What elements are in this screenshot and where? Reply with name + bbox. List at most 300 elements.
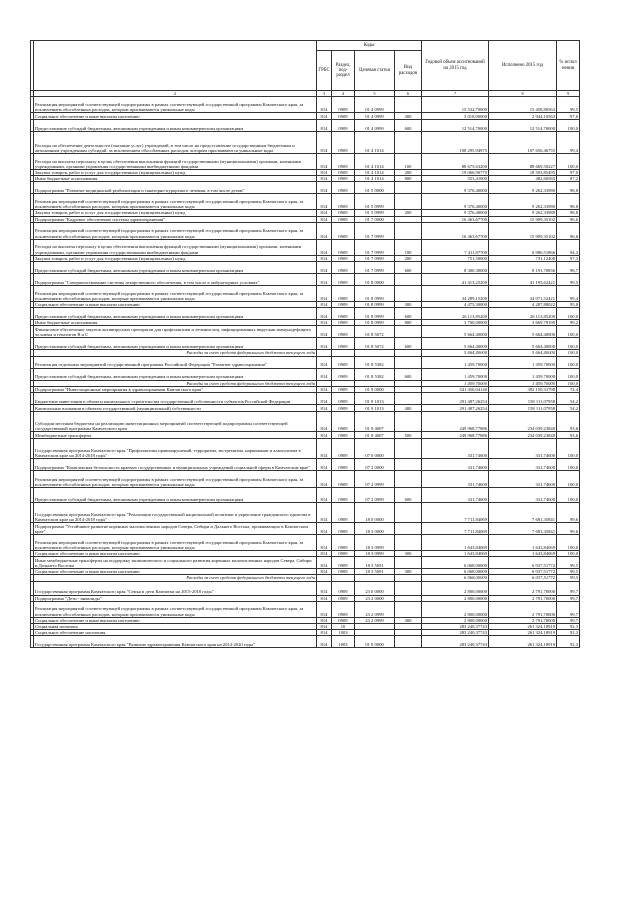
row-annual-cell: 9 376,40000 xyxy=(422,210,489,216)
row-expense-type-cell xyxy=(395,194,422,210)
header-executed: Исполнено 2015 год xyxy=(489,41,557,91)
row-grbs-cell: 814 xyxy=(317,182,332,194)
row-name-cell: Реализация мероприятий соответствующей подпрограммы в рамках соответствующей государственной программы Камчатского края, за исключением обособленных расходов, которым присваиваются уникальные коды xyxy=(34,601,317,617)
row-grbs-cell: 814 xyxy=(317,386,332,392)
row-name-cell: Финансовое обеспечение закупок антивирусных препаратов для профилактики и лечения лиц, инфицированных вирусами иммунодефицита человека и гепатитов В и С xyxy=(34,326,317,338)
row-section-cell: 0909 xyxy=(332,393,355,405)
header-percent: % испол нения xyxy=(557,41,580,91)
row-expense-type-cell xyxy=(395,356,422,368)
row-target-cell: 01 0 0000 xyxy=(355,636,395,648)
row-executed-cell: 9 262,33980 xyxy=(489,210,557,216)
row-section-cell: 0909 xyxy=(332,308,355,320)
column-number: 4 xyxy=(332,91,355,97)
table-row xyxy=(31,338,580,350)
row-executed-cell: 4 287,88022 xyxy=(489,302,557,308)
row-target-cell: 07 2 0999 xyxy=(355,471,395,488)
row-executed-cell: 7 681,35841 xyxy=(489,503,557,523)
row-name-cell: Межбюджетные трансферты xyxy=(34,432,317,439)
row-name-cell: Закупка товаров, работ и услуг для государственных (муниципальных) нужд xyxy=(34,170,317,176)
row-expense-type-cell xyxy=(395,286,422,302)
table-row xyxy=(31,274,580,286)
row-annual-cell: 291 487,26254 xyxy=(422,393,489,405)
row-target-cell: 18 3 5091 xyxy=(355,557,395,569)
row-percent-cell: 97,0 xyxy=(557,170,580,176)
row-executed-cell: 8 191,70836 xyxy=(489,262,557,274)
row-target-cell: 18 3 0000 xyxy=(355,523,395,535)
row-percent-cell: 100,0 xyxy=(557,535,580,551)
row-annual-cell: 553,41000 xyxy=(422,176,489,182)
row-percent-cell: 99,5 xyxy=(557,569,580,575)
row-percent-cell: 93,6 xyxy=(557,412,580,432)
row-target-cell: 01 8 0000 xyxy=(355,274,395,286)
row-executed-cell: 7 681,35841 xyxy=(489,523,557,535)
row-section-cell: 0909 xyxy=(332,557,355,569)
row-target-cell: 01 4 0999 xyxy=(355,113,395,120)
row-grbs-cell: 814 xyxy=(317,132,332,154)
row-executed-cell: 1 643,84069 xyxy=(489,551,557,557)
row-name-cell: Бюджетные инвестиции в объекты капитального строительства государственной собственности субъектов Российской Федерации xyxy=(34,393,317,405)
row-name-cell: Иные бюджетные ассигнования xyxy=(34,176,317,182)
row-grbs-cell: 814 xyxy=(317,320,332,326)
row-percent-cell: 99,7 xyxy=(557,581,580,595)
row-percent-cell: 98,7 xyxy=(557,262,580,274)
row-annual-cell: 26 113,85200 xyxy=(422,308,489,320)
row-percent-cell: 99,5 xyxy=(557,557,580,569)
row-section-cell: 0909 xyxy=(332,412,355,432)
row-expense-type-cell: 300 xyxy=(395,302,422,308)
row-section-cell: 0909 xyxy=(332,216,355,222)
row-percent-cell: 98,8 xyxy=(557,194,580,210)
row-executed-cell: 234 039,23840 xyxy=(489,412,557,432)
table-row xyxy=(31,412,580,432)
row-expense-type-cell: 100 xyxy=(395,154,422,170)
row-percent-cell: 100,0 xyxy=(557,308,580,320)
row-annual-cell: 249 968,77886 xyxy=(422,432,489,439)
row-annual-cell: 1 459,70000 xyxy=(422,356,489,368)
row-section-cell: 0909 xyxy=(332,617,355,623)
row-percent-cell: 96,6 xyxy=(557,216,580,222)
row-annual-cell: 283 240,37743 xyxy=(422,636,489,648)
row-percent-cell: 97,6 xyxy=(557,113,580,120)
row-grbs-cell: 814 xyxy=(317,222,332,239)
row-percent-cell: 100,0 xyxy=(557,154,580,170)
row-name-cell: Расходы на выплаты персоналу в целях обеспечения выполнения функций государственными (муниципальными) органами, казенными учреждениями, органами управления государственными внебюджетными фондами xyxy=(34,154,317,170)
row-grbs-cell: 814 xyxy=(317,120,332,132)
row-target-cell: 01 7 0999 xyxy=(355,255,395,261)
row-percent-cell: 100,0 xyxy=(557,471,580,488)
header-codes: Коды xyxy=(317,41,422,51)
column-number: 3 xyxy=(317,91,332,97)
row-grbs-cell: 814 xyxy=(317,557,332,569)
row-expense-type-cell xyxy=(395,557,422,569)
row-name-cell: Государственная программа Камчатского края "Развитие здравоохранения Камчатского края на 2014-2020 годы" xyxy=(34,636,317,648)
table-row xyxy=(31,154,580,170)
row-expense-type-cell: 300 xyxy=(395,551,422,557)
table-row xyxy=(31,405,580,412)
row-executed-cell: 18 503,85495 xyxy=(489,170,557,176)
row-section-cell: 0909 xyxy=(332,97,355,113)
row-percent-cell: 100,0 xyxy=(557,120,580,132)
row-target-cell: 18 3 0999 xyxy=(355,535,395,551)
row-grbs-cell: 814 xyxy=(317,368,332,380)
row-target-cell: 01 9 0000 xyxy=(355,386,395,392)
table-row xyxy=(31,393,580,405)
table-row xyxy=(31,368,580,380)
row-section-cell: 0909 xyxy=(332,154,355,170)
row-section-cell: 0909 xyxy=(332,432,355,439)
row-annual-cell: 1 643,84069 xyxy=(422,535,489,551)
row-executed-cell: 6 037,51772 xyxy=(489,575,557,581)
row-percent-cell: 99,4 xyxy=(557,286,580,302)
row-target-cell: 18 3 5091 xyxy=(355,569,395,575)
table-row xyxy=(31,581,580,595)
row-expense-type-cell: 600 xyxy=(395,262,422,274)
row-grbs-cell: 814 xyxy=(317,210,332,216)
row-expense-type-cell xyxy=(395,523,422,535)
row-name-cell: Капитальные вложения в объекты государственной (муниципальной) собственности xyxy=(34,405,317,412)
row-percent-cell: 95,8 xyxy=(557,302,580,308)
row-grbs-cell: 814 xyxy=(317,338,332,350)
table-row xyxy=(31,557,580,569)
row-expense-type-cell: 200 xyxy=(395,210,422,216)
row-executed-cell: 15 909,35102 xyxy=(489,216,557,222)
row-section-cell: 1003 xyxy=(332,636,355,648)
row-target-cell: 23 0 0000 xyxy=(355,581,395,595)
row-executed-cell: 1 459,70000 xyxy=(489,368,557,380)
row-executed-cell: 261 324,18919 xyxy=(489,636,557,648)
row-name-cell: Социальное обеспечение и иные выплаты населению xyxy=(34,302,317,308)
row-percent-cell: 99,4 xyxy=(557,132,580,154)
row-section-cell: 0909 xyxy=(332,176,355,182)
row-section-cell: 0909 xyxy=(332,239,355,255)
row-grbs-cell: 814 xyxy=(317,471,332,488)
row-grbs-cell: 814 xyxy=(317,97,332,113)
row-expense-type-cell xyxy=(395,459,422,471)
budget-table-page xyxy=(30,40,579,648)
table-row xyxy=(31,262,580,274)
row-annual-cell: 331,74600 xyxy=(422,471,489,488)
row-annual-cell: 1 643,84069 xyxy=(422,551,489,557)
row-percent-cell: 99,7 xyxy=(557,595,580,601)
header-target: Целевая статья xyxy=(355,51,395,91)
row-grbs-cell: 814 xyxy=(317,216,332,222)
row-name-cell: Реализация мероприятий соответствующей подпрограммы в рамках соответствующей государственной программы Камчатского края, за исключением обособленных расходов, которым присваиваются уникальные коды xyxy=(34,194,317,210)
row-executed-cell: 5 664,40000 xyxy=(489,350,557,356)
row-name-cell: Подпрограмма "Дети - инвалиды" xyxy=(34,595,317,601)
row-grbs-cell: 814 xyxy=(317,432,332,439)
row-section-cell: 0909 xyxy=(332,569,355,575)
row-annual-cell: 88 675,63200 xyxy=(422,154,489,170)
row-expense-type-cell xyxy=(395,439,422,459)
row-annual-cell: 2 800,00000 xyxy=(422,595,489,601)
table-row xyxy=(31,459,580,471)
row-target-cell: 23 2 0999 xyxy=(355,601,395,617)
row-target-cell: 01 9 1013 xyxy=(355,405,395,412)
row-grbs-cell: 814 xyxy=(317,636,332,648)
row-annual-cell: 2 800,00000 xyxy=(422,581,489,595)
row-executed-cell: 5 664,40000 xyxy=(489,326,557,338)
row-percent-cell: 92,3 xyxy=(557,630,580,636)
row-expense-type-cell xyxy=(395,274,422,286)
row-section-cell: 1003 xyxy=(332,630,355,636)
row-section-cell: 0909 xyxy=(332,368,355,380)
row-target-cell: 18 0 0000 xyxy=(355,503,395,523)
row-grbs-cell: 814 xyxy=(317,630,332,636)
row-expense-type-cell: 300 xyxy=(395,113,422,120)
row-section-cell: 0909 xyxy=(332,302,355,308)
row-grbs-cell: 814 xyxy=(317,262,332,274)
row-expense-type-cell: 600 xyxy=(395,368,422,380)
row-expense-type-cell: 800 xyxy=(395,176,422,182)
table-row xyxy=(31,132,580,154)
row-annual-cell: 12 514,70000 xyxy=(422,120,489,132)
row-section-cell: 0909 xyxy=(332,523,355,535)
row-grbs-cell: 814 xyxy=(317,326,332,338)
table-row xyxy=(31,439,580,459)
row-percent-cell: 100,0 xyxy=(557,459,580,471)
table-row xyxy=(31,535,580,551)
row-percent-cell: 98,8 xyxy=(557,210,580,216)
row-expense-type-cell xyxy=(395,182,422,194)
row-executed-cell: 392 150,31798 xyxy=(489,386,557,392)
row-expense-type-cell: 100 xyxy=(395,239,422,255)
row-annual-cell: 6 068,00000 xyxy=(422,569,489,575)
column-number: 9 xyxy=(557,91,580,97)
header-grbs: ГРБС xyxy=(317,51,332,91)
row-expense-type-cell xyxy=(395,471,422,488)
table-row xyxy=(31,222,580,239)
row-target-cell: 01 9 4007 xyxy=(355,432,395,439)
row-name-cell: Реализация мероприятий соответствующей подпрограммы в рамках соответствующей государственной программы Камчатского края, за исключением обособленных расходов, которым присваиваются уникальные коды xyxy=(34,535,317,551)
row-grbs-cell: 814 xyxy=(317,154,332,170)
row-annual-cell: 2 800,00000 xyxy=(422,601,489,617)
row-annual-cell: 16 463,67700 xyxy=(422,216,489,222)
row-target-cell: 01 8 5072 xyxy=(355,338,395,350)
row-percent-cell: 99,5 xyxy=(557,97,580,113)
row-executed-cell: 15 458,80563 xyxy=(489,97,557,113)
row-executed-cell: 331,74600 xyxy=(489,471,557,488)
row-executed-cell: 2 791,70000 xyxy=(489,581,557,595)
row-percent-cell: 72,4 xyxy=(557,386,580,392)
row-name-cell: Подпрограмма "Кадровое обеспечение системы здравоохранения" xyxy=(34,216,317,222)
row-grbs-cell: 814 xyxy=(317,239,332,255)
row-executed-cell: 88 669,50227 xyxy=(489,154,557,170)
row-expense-type-cell: 600 xyxy=(395,338,422,350)
row-section-cell: 0909 xyxy=(332,326,355,338)
row-expense-type-cell: 800 xyxy=(395,320,422,326)
row-percent-cell: 97,3 xyxy=(557,255,580,261)
row-percent-cell: 99,7 xyxy=(557,617,580,623)
row-target-cell: 01 4 1014 xyxy=(355,176,395,182)
row-section-cell: 0909 xyxy=(332,286,355,302)
row-section-cell: 0909 xyxy=(332,471,355,488)
row-annual-cell: 34 289,15200 xyxy=(422,286,489,302)
row-annual-cell: 249 968,77886 xyxy=(422,412,489,432)
row-annual-cell: 6 068,00000 xyxy=(422,575,489,581)
row-annual-cell: 751,50000 xyxy=(422,255,489,261)
row-expense-type-cell: 200 xyxy=(395,255,422,261)
row-target-cell: 01 4 1014 xyxy=(355,154,395,170)
row-expense-type-cell: 400 xyxy=(395,405,422,412)
row-section-cell: 0909 xyxy=(332,551,355,557)
row-annual-cell: 6 068,00000 xyxy=(422,557,489,569)
row-target-cell: 07 2 0000 xyxy=(355,459,395,471)
row-executed-cell: 15 909,35102 xyxy=(489,222,557,239)
row-name-cell: Иные межбюджетные трансферты на поддержку экономического и социального развития коренных малочисленных народов Севера, Сибири и Дальнего Востока xyxy=(34,557,317,569)
row-name-cell: Предоставление субсидий бюджетным, автономным учреждениям и иным некоммерческим организациям xyxy=(34,488,317,503)
row-name-cell: Предоставление субсидий бюджетным, автономным учреждениям и иным некоммерческим организациям xyxy=(34,120,317,132)
row-name-cell: Иные бюджетные ассигнования xyxy=(34,320,317,326)
row-section-cell: 10 xyxy=(332,624,355,630)
row-annual-cell: 15 532,70000 xyxy=(422,97,489,113)
row-percent-cell: 100,0 xyxy=(557,551,580,557)
row-grbs-cell: 814 xyxy=(317,194,332,210)
row-percent-cell: 100,0 xyxy=(557,380,580,386)
row-executed-cell: 6 037,51772 xyxy=(489,569,557,575)
row-target-cell: 01 7 0000 xyxy=(355,216,395,222)
row-target-cell: 01 8 5382 xyxy=(355,368,395,380)
row-annual-cell: 5 664,40000 xyxy=(422,350,489,356)
row-expense-type-cell xyxy=(395,503,422,523)
row-executed-cell: 3 669,79199 xyxy=(489,320,557,326)
row-expense-type-cell xyxy=(395,601,422,617)
row-percent-cell: 100,0 xyxy=(557,368,580,380)
row-executed-cell: 482,60583 xyxy=(489,176,557,182)
row-name-cell: Предоставление субсидий бюджетным, автономным учреждениям и иным некоммерческим организациям xyxy=(34,368,317,380)
row-percent-cell: 94,3 xyxy=(557,239,580,255)
row-expense-type-cell: 600 xyxy=(395,120,422,132)
row-target-cell: 01 7 0999 xyxy=(355,262,395,274)
row-target-cell: 07 0 0000 xyxy=(355,439,395,459)
table-row xyxy=(31,471,580,488)
row-executed-cell: 1 459,70000 xyxy=(489,380,557,386)
row-percent-cell: 100,0 xyxy=(557,356,580,368)
column-number: 7 xyxy=(422,91,489,97)
row-target-cell: 01 4 0999 xyxy=(355,97,395,113)
row-section-cell: 0909 xyxy=(332,405,355,412)
table-row xyxy=(31,308,580,320)
row-target-cell: 01 5 0999 xyxy=(355,210,395,216)
row-percent-cell: 99,2 xyxy=(557,320,580,326)
table-row xyxy=(31,488,580,503)
row-grbs-cell: 814 xyxy=(317,459,332,471)
row-percent-cell: 99,6 xyxy=(557,523,580,535)
row-annual-cell: 7 711,84069 xyxy=(422,503,489,523)
row-grbs-cell: 814 xyxy=(317,393,332,405)
row-executed-cell: 1 643,84069 xyxy=(489,535,557,551)
table-row xyxy=(31,113,580,120)
row-grbs-cell: 814 xyxy=(317,356,332,368)
row-percent-cell: 92,3 xyxy=(557,636,580,648)
row-grbs-cell: 814 xyxy=(317,255,332,261)
row-name-cell: Закупка товаров, работ и услуг для государственных (муниципальных) нужд xyxy=(34,255,317,261)
row-annual-cell: 2 800,00000 xyxy=(422,617,489,623)
row-section-cell: 0909 xyxy=(332,320,355,326)
row-percent-cell: 99,7 xyxy=(557,601,580,617)
row-percent-cell: 100,0 xyxy=(557,350,580,356)
row-executed-cell: 331,74600 xyxy=(489,459,557,471)
row-name-cell: Предоставление субсидий бюджетным, автономным учреждениям и иным некоммерческим организациям xyxy=(34,262,317,274)
header-expense-type: Вид расходов xyxy=(395,51,422,91)
row-section-cell: 0909 xyxy=(332,182,355,194)
row-expense-type-cell xyxy=(395,222,422,239)
row-executed-cell: 5 664,40000 xyxy=(489,338,557,350)
row-grbs-cell: 814 xyxy=(317,308,332,320)
column-number: 5 xyxy=(355,91,395,97)
row-target-cell: 23 2 0000 xyxy=(355,595,395,601)
row-section-cell: 0909 xyxy=(332,459,355,471)
row-grbs-cell: 814 xyxy=(317,595,332,601)
header-annual: Годовой объем ассигнований на 2015 год xyxy=(422,41,489,91)
row-name-cell: Подпрограмма "Совершенствование системы лекарственного обеспечения, в том числе в амбулаторных условиях" xyxy=(34,274,317,286)
row-grbs-cell: 814 xyxy=(317,439,332,459)
row-executed-cell: 41 195,62421 xyxy=(489,274,557,286)
row-expense-type-cell xyxy=(395,326,422,338)
row-percent-cell: 99,5 xyxy=(557,575,580,581)
row-name-cell: Государственная программа Камчатского края "Профилактика правонарушений, терроризма, экстремизма, наркомании и алкоголизма в Камчатском крае на 2014-2018 годы" xyxy=(34,439,317,459)
row-target-cell: 01 8 0999 xyxy=(355,320,395,326)
row-expense-type-cell: 300 xyxy=(395,569,422,575)
row-grbs-cell: 814 xyxy=(317,581,332,595)
row-name-cell: Закупка товаров, работ и услуг для государственных (муниципальных) нужд xyxy=(34,210,317,216)
row-percent-cell: 100,0 xyxy=(557,488,580,503)
row-executed-cell: 9 262,33980 xyxy=(489,182,557,194)
row-name-cell: Подпрограмма "Устойчивое развитие коренных малочисленных народов Севера, Сибири и Дальнего Востока, проживающих в Камчатском крае" xyxy=(34,523,317,535)
row-grbs-cell: 814 xyxy=(317,412,332,432)
row-executed-cell: 2 791,70000 xyxy=(489,601,557,617)
row-executed-cell: 158 111,07958 xyxy=(489,405,557,412)
row-target-cell: 01 4 1014 xyxy=(355,170,395,176)
row-executed-cell: 331,74600 xyxy=(489,488,557,503)
row-percent-cell: 99,5 xyxy=(557,274,580,286)
row-section-cell: 0909 xyxy=(332,581,355,595)
column-number: 2 xyxy=(34,91,317,97)
row-percent-cell: 54,2 xyxy=(557,405,580,412)
row-target-cell: 01 4 1014 xyxy=(355,132,395,154)
row-target-cell: 18 3 0999 xyxy=(355,551,395,557)
row-executed-cell: 1 459,70000 xyxy=(489,356,557,368)
row-name-cell: Предоставление субсидий бюджетным, автономным учреждениям и иным некоммерческим организациям xyxy=(34,308,317,320)
row-executed-cell: 34 071,52421 xyxy=(489,286,557,302)
row-annual-cell: 331,74600 xyxy=(422,439,489,459)
row-executed-cell: 2 791,70000 xyxy=(489,595,557,601)
row-expense-type-cell: 500 xyxy=(395,432,422,439)
header-blank-2 xyxy=(34,41,317,91)
table-row xyxy=(31,601,580,617)
row-expense-type-cell xyxy=(395,535,422,551)
row-section-cell: 0909 xyxy=(332,262,355,274)
row-annual-cell: 4 475,30000 xyxy=(422,302,489,308)
row-name-cell: Реализация отдельных мероприятий государственной программы Российской Федерации "Развитие здравоохранения" xyxy=(34,356,317,368)
row-annual-cell: 3 700,00000 xyxy=(422,320,489,326)
row-name-cell: Социальное обеспечение и иные выплаты населению xyxy=(34,113,317,120)
row-name-cell: Реализация мероприятий соответствующей подпрограммы в рамках соответствующей государственной программы Камчатского края, за исключением обособленных расходов, которым присваиваются уникальные коды xyxy=(34,222,317,239)
row-section-cell: 0909 xyxy=(332,170,355,176)
row-annual-cell: 7 711,84069 xyxy=(422,523,489,535)
row-grbs-cell: 814 xyxy=(317,405,332,412)
row-grbs-cell: 814 xyxy=(317,503,332,523)
row-grbs-cell: 814 xyxy=(317,624,332,630)
row-annual-cell: 541 456,04140 xyxy=(422,386,489,392)
row-annual-cell: 16 463,67700 xyxy=(422,222,489,239)
row-executed-cell: 6 037,51772 xyxy=(489,557,557,569)
row-name-cell: Государственная программа Камчатского края "Реализация государственной национальной политики и укрепление гражданского единства в Камчатском крае на 2014-2018 годы" xyxy=(34,503,317,523)
row-grbs-cell: 814 xyxy=(317,617,332,623)
row-grbs-cell: 814 xyxy=(317,302,332,308)
row-expense-type-cell: 300 xyxy=(395,617,422,623)
row-annual-cell: 5 664,40000 xyxy=(422,326,489,338)
table-row xyxy=(31,97,580,113)
